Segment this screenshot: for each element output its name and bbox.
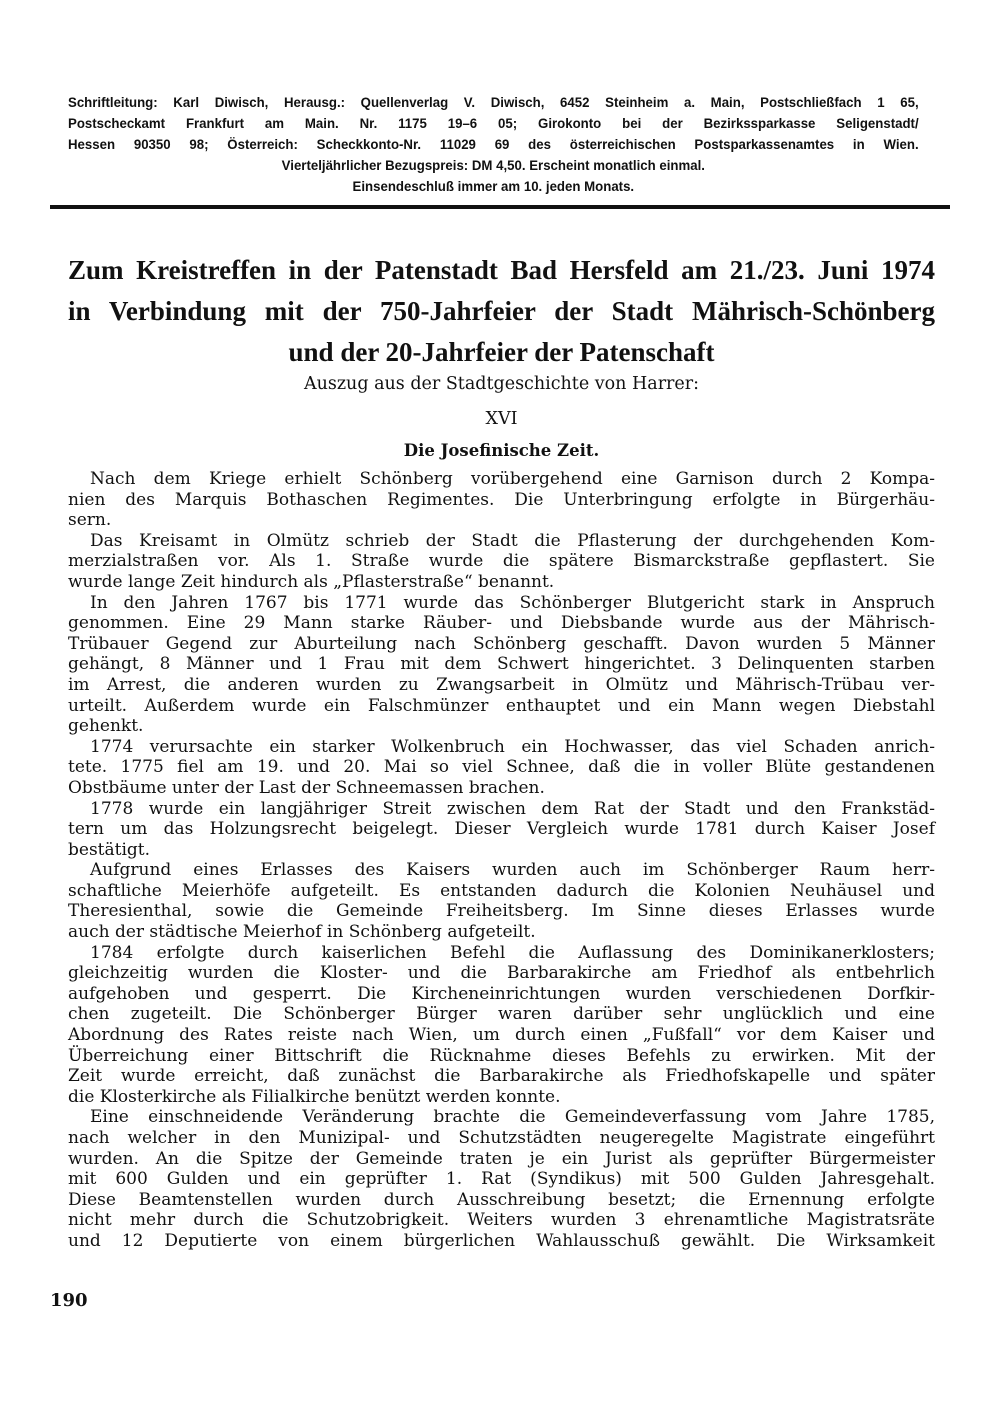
paragraph-line: urteilt. Außerdem wurde ein Falschmünzer enthauptet und ein Mann wegen Diebstahl [68,695,935,716]
paragraph-line: tete. 1775 fiel am 19. und 20. Mai so viel Schnee, daß die in voller Blüte gestandenen [68,757,935,778]
paragraph-line: Diese Beamtenstellen wurden durch Ausschreibung besetzt; die Ernennung erfolgte [68,1189,935,1210]
paragraph-line: merzialstraßen vor. Als 1. Straße wurde die spätere Bismarckstraße gepflastert. Sie [68,551,935,572]
paragraph-line: Eine einschneidende Veränderung brachte die Gemeindeverfassung vom Jahre 1785, [90,1107,935,1128]
paragraph [68,469,935,531]
paragraph-line: nicht mehr durch die Schutzobrigkeit. Weiters wurden 3 ehrenamtliche Magistratsräte [68,1210,935,1231]
header-divider [50,205,950,209]
paragraph-line: nach welcher in den Munizipal- und Schutzstädten neugeregelte Magistrate eingeführt [68,1128,935,1148]
chapter-number: XVI [485,409,518,429]
title-line: und der 20-Jahrfeier der Patenschaft [288,337,715,367]
paragraph [68,593,935,737]
paragraph-line: Abordnung des Rates reiste nach Wien, um durch einen „Fußfall“ vor dem Kaiser und [68,1025,935,1046]
paragraph [68,860,935,942]
paragraph-line: genommen. Eine 29 Mann starke Räuber- und Diebsbande wurde aus der Mährisch- [68,613,935,634]
paragraph [68,737,935,799]
paragraph-line: gehängt, 8 Männer und 1 Frau mit dem Schwert hingerichtet. 3 Delinquenten starben [68,654,935,675]
paragraph-line: wurden. An die Spitze der Gemeinde traten je ein Jurist als geprüfter Bürgermeister [68,1148,935,1169]
paragraph-line: gleichzeitig wurden die Kloster- und die Barbarakirche am Friedhof als entbehrlich [68,963,935,984]
article-subtitle: Auszug aus der Stadtgeschichte von Harrer: [303,374,700,394]
paragraph-line: tern um das Holzungsrecht beigelegt. Dieser Vergleich wurde 1781 durch Kaiser Josef [68,819,935,840]
paragraph-line: im Arrest, die anderen wurden zu Zwangsarbeit in Olmütz und Mährisch-Trübau ver- [68,674,935,695]
masthead-imprint [68,92,919,197]
paragraph-line: Nach dem Kriege erhielt Schönberg vorübergehend eine Garnison durch 2 Kompa- [90,469,935,489]
paragraph-line: 1784 erfolgte durch kaiserlichen Befehl die Auflassung des Dominikanerklosters; [90,942,935,963]
paragraph-line: gehenkt. [68,716,144,737]
masthead-line: Hessen 90350 98; Österreich: Scheckkonto-Nr. 11029 69 des österreichischen Postsparkassenamtes in Wien. [68,137,919,152]
article-title [68,250,935,373]
title-line: Zum Kreistreffen in der Patenstadt Bad Hersfeld am 21./23. Juni 1974 [68,255,935,285]
paragraph-line: Obstbäume unter der Last der Schneemassen brachen. [68,777,545,798]
paragraph-line: sern. [68,510,112,531]
paragraph-line: chen zugeteilt. Die Schönberger Bürger waren darüber sehr unglücklich und eine [68,1004,935,1025]
paragraph-line: wurde lange Zeit hindurch als „Pflasterstraße“ benannt. [68,571,555,592]
paragraph [68,1107,935,1251]
paragraph-line: auch der städtische Meierhof in Schönberg aufgeteilt. [68,922,536,943]
paragraph-line: aufgehoben und gesperrt. Die Kircheneinrichtungen wurden verschiedenen Dorfkir- [68,983,935,1004]
paragraph-line: die Klosterkirche als Filialkirche benützt werden konnte. [68,1086,561,1107]
masthead-line: Einsendeschluß immer am 10. jeden Monats. [352,179,635,194]
paragraph-line: Trübauer Gegend zur Aburteilung nach Schönberg geschafft. Davon wurden 5 Männer [68,633,935,654]
paragraph-line: schaftliche Meierhöfe aufgeteilt. Es entstanden dadurch die Kolonien Neuhäusel und [68,880,935,901]
section-heading: Die Josefinische Zeit. [403,441,600,460]
paragraph-line: und 12 Deputierte von einem bürgerlichen Wahlausschuß gewählt. Die Wirksamkeit [68,1230,935,1251]
paragraph-line: 1778 wurde ein langjähriger Streit zwischen dem Rat der Stadt und den Frankstäd- [90,798,935,819]
paragraph [68,799,935,861]
article-body [68,469,935,1252]
masthead-line: Schriftleitung: Karl Diwisch, Herausg.: Quellenverlag V. Diwisch, 6452 Steinheim a. Main, Postschließfach 1 65, [68,95,919,110]
paragraph-line: Zeit wurde erreicht, daß zunächst die Barbarakirche als Friedhofskapelle und später [68,1066,935,1087]
paragraph-line: mit 600 Gulden und ein geprüfter 1. Rat (Syndikus) mit 500 Gulden Jahresgehalt. [68,1169,935,1190]
masthead-line: Postscheckamt Frankfurt am Main. Nr. 1175 19–6 05; Girokonto bei der Bezirkssparkasse Seligenstadt/ [68,116,919,131]
paragraph-line: 1774 verursachte ein starker Wolkenbruch ein Hochwasser, das viel Schaden anrich- [90,736,935,757]
paragraph [68,943,935,1108]
paragraph-line: In den Jahren 1767 bis 1771 wurde das Schönberger Blutgericht stark in Anspruch [90,592,935,613]
paragraph-line: Theresienthal, sowie die Gemeinde Freiheitsberg. Im Sinne dieses Erlasses wurde [68,901,935,922]
paragraph-line: Das Kreisamt in Olmütz schrieb der Stadt die Pflasterung der durchgehenden Kom- [90,530,935,551]
page-number: 190 [50,1290,88,1311]
paragraph-line: nien des Marquis Bothaschen Regimentes. Die Unterbringung erfolgte in Bürgerhäu- [68,489,935,510]
paragraph-line: Aufgrund eines Erlasses des Kaisers wurden auch im Schönberger Raum herr- [90,860,935,881]
paragraph [68,531,935,593]
paragraph-line: Überreichung einer Bittschrift die Rücknahme dieses Befehls zu erwirken. Mit der [68,1045,935,1066]
title-line: in Verbindung mit der 750-Jahrfeier der Stadt Mährisch-Schönberg [68,296,935,326]
paragraph-line: bestätigt. [68,839,151,860]
masthead-line: Vierteljährlicher Bezugspreis: DM 4,50. Erscheint monatlich einmal. [281,158,705,173]
